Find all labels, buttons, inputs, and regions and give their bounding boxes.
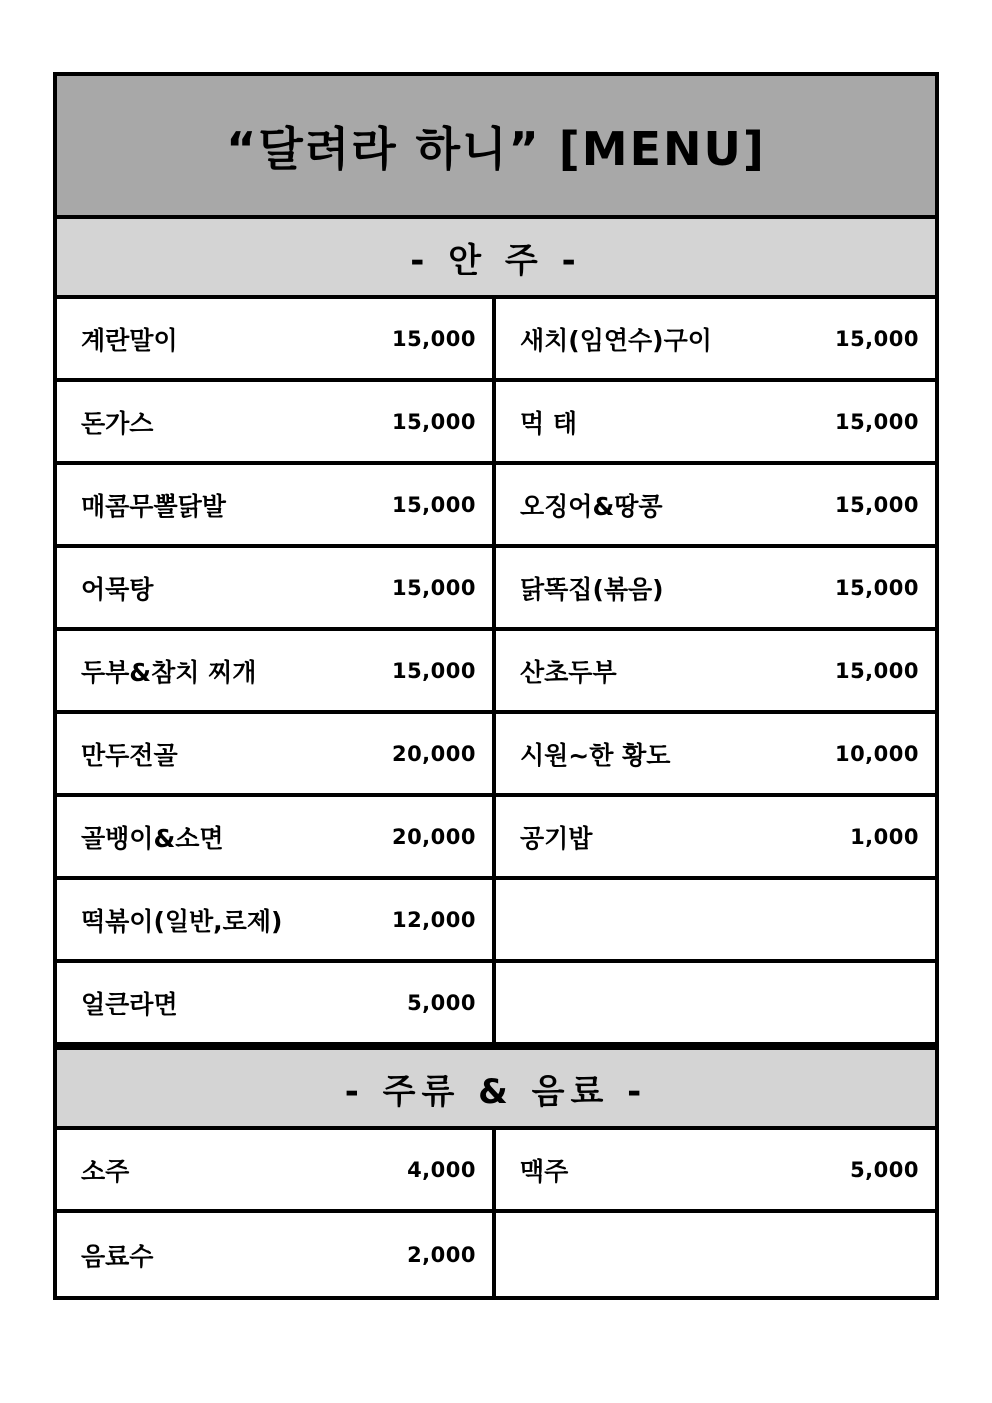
menu-item — [57, 631, 496, 714]
section-title: - 안 주 - — [410, 240, 582, 281]
menu-item-name: 어묵탕 — [81, 574, 154, 604]
menu-item-empty — [496, 880, 935, 963]
menu-item — [57, 382, 496, 465]
menu-item-price: 20,000 — [391, 741, 476, 766]
menu-item-name: 음료수 — [81, 1241, 154, 1271]
menu-item-name: 골뱅이&소면 — [81, 823, 224, 853]
section-header-anju — [57, 219, 935, 299]
menu-item-price: 4,000 — [407, 1157, 476, 1182]
menu-item-name: 만두전골 — [81, 740, 178, 770]
menu-item-name: 두부&참치 찌개 — [81, 657, 257, 687]
menu-item-name: 소주 — [81, 1156, 130, 1186]
menu-title-bar — [57, 76, 935, 219]
section-drinks — [57, 1046, 935, 1296]
menu-item-price: 5,000 — [407, 990, 476, 1015]
menu-item-name: 오징어&땅콩 — [520, 491, 663, 521]
menu-item-price: 15,000 — [834, 575, 919, 600]
item-grid-anju — [57, 299, 935, 1046]
menu-item-price: 15,000 — [834, 492, 919, 517]
menu-item-name: 맥주 — [520, 1156, 569, 1186]
menu-item-name: 돈가스 — [81, 408, 154, 438]
section-title: - 주류 & 음료 - — [344, 1071, 648, 1112]
menu-item — [57, 299, 496, 382]
menu-item-name: 계란말이 — [81, 325, 178, 355]
menu-item — [496, 299, 935, 382]
menu-item-name: 먹 태 — [520, 408, 578, 438]
menu-item-price: 15,000 — [391, 492, 476, 517]
menu-item-price: 15,000 — [834, 326, 919, 351]
menu-item-price: 15,000 — [391, 658, 476, 683]
section-anju — [57, 219, 935, 1046]
menu-item — [57, 963, 496, 1046]
menu-item-price: 15,000 — [834, 409, 919, 434]
menu-item-price: 15,000 — [391, 326, 476, 351]
menu-item — [496, 465, 935, 548]
menu-item — [57, 465, 496, 548]
menu-item — [496, 548, 935, 631]
menu-item-price: 12,000 — [391, 907, 476, 932]
menu-item-empty — [496, 1213, 935, 1296]
menu-item — [57, 1130, 496, 1213]
menu-item — [57, 1213, 496, 1296]
menu-item — [57, 880, 496, 963]
menu-item-price: 10,000 — [834, 741, 919, 766]
menu-item-name: 떡볶이(일반,로제) — [81, 906, 283, 936]
menu-item-name: 시원~한 황도 — [520, 740, 671, 770]
menu-item — [57, 797, 496, 880]
menu-item-name: 얼큰라면 — [81, 989, 178, 1019]
section-header-drinks — [57, 1046, 935, 1130]
menu-item — [496, 1130, 935, 1213]
menu-item-price: 20,000 — [391, 824, 476, 849]
page-title: “달려라 하니” [MENU] — [226, 121, 766, 176]
menu-item — [496, 631, 935, 714]
menu-item-empty — [496, 963, 935, 1046]
menu-item — [57, 548, 496, 631]
menu-item-price: 2,000 — [407, 1242, 476, 1267]
menu-item — [57, 714, 496, 797]
menu-item — [496, 797, 935, 880]
menu-item-name: 새치(임연수)구이 — [520, 325, 712, 355]
menu-board — [53, 72, 939, 1300]
menu-item-price: 15,000 — [834, 658, 919, 683]
menu-item — [496, 714, 935, 797]
menu-item-price: 1,000 — [850, 824, 919, 849]
menu-item-price: 15,000 — [391, 575, 476, 600]
menu-item-price: 5,000 — [850, 1157, 919, 1182]
menu-item — [496, 382, 935, 465]
menu-item-name: 공기밥 — [520, 823, 593, 853]
item-grid-drinks — [57, 1130, 935, 1296]
menu-item-name: 매콤무뽈닭발 — [81, 491, 226, 521]
menu-item-name: 산초두부 — [520, 657, 617, 687]
menu-item-name: 닭똑집(볶음) — [520, 574, 664, 604]
menu-item-price: 15,000 — [391, 409, 476, 434]
